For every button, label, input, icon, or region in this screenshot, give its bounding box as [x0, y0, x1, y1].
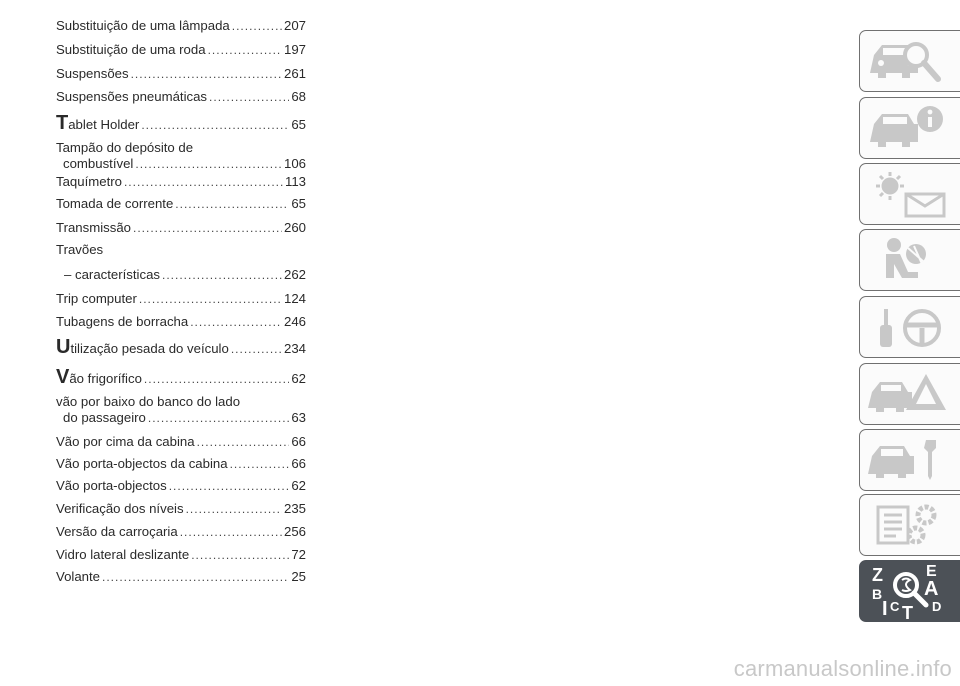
- tab-vehicle-info[interactable]: [859, 97, 960, 159]
- index-letter: Z: [872, 565, 883, 585]
- entry-title: Tampão do depósito de: [56, 140, 194, 155]
- entry-page[interactable]: 124: [283, 291, 306, 306]
- entry-title: Suspensões pneumáticas: [56, 89, 208, 104]
- index-letter: I: [882, 598, 888, 619]
- entry-title: Versão da carroçaria: [56, 524, 178, 539]
- entry-page[interactable]: 62: [291, 478, 306, 493]
- index-entry: [56, 314, 306, 330]
- entry-page[interactable]: 197: [283, 42, 306, 57]
- index-entry: [56, 291, 306, 307]
- entry-page[interactable]: 246: [283, 314, 306, 329]
- index-letter: C: [890, 599, 900, 614]
- entry-title: tilização pesada do veículo: [70, 341, 229, 356]
- index-entry: [56, 66, 306, 82]
- car-warning-icon: [868, 368, 954, 422]
- tab-technical-data[interactable]: [859, 494, 960, 556]
- index-entry: [56, 501, 306, 517]
- index-entry: [56, 140, 306, 172]
- tab-emergency[interactable]: [859, 363, 960, 425]
- entry-page[interactable]: 234: [283, 341, 306, 356]
- index-letter: E: [926, 563, 937, 580]
- entry-title: Taquímetro: [56, 174, 122, 189]
- section-letter: V: [56, 366, 70, 388]
- tab-starting-driving[interactable]: [859, 296, 960, 358]
- entry-title: – características: [64, 267, 161, 282]
- tab-safety[interactable]: [859, 229, 960, 291]
- entry-page[interactable]: 113: [284, 174, 306, 189]
- entry-title: Vão por cima da cabina: [56, 434, 195, 449]
- index-subentry: [56, 267, 306, 283]
- entry-title-continued: do passageiro: [63, 410, 146, 425]
- entry-title: ablet Holder: [68, 117, 140, 132]
- entry-page[interactable]: 63: [291, 410, 306, 425]
- entry-title: Substituição de uma lâmpada: [56, 18, 230, 33]
- entry-page[interactable]: 260: [283, 220, 306, 235]
- index-entry: [56, 220, 306, 236]
- entry-page[interactable]: 262: [283, 267, 306, 282]
- section-letter: U: [56, 336, 71, 358]
- warning-lights-icon: [868, 168, 954, 222]
- index-letter: A: [924, 578, 939, 600]
- section-letter: T: [56, 112, 69, 134]
- entry-page[interactable]: 72: [291, 547, 306, 562]
- index-letter: B: [872, 586, 883, 602]
- entry-title: Tomada de corrente: [56, 196, 174, 211]
- tab-vehicle-overview[interactable]: [859, 30, 960, 92]
- car-wrench-icon: [868, 434, 954, 488]
- entry-title: vão por baixo do banco do lado: [56, 394, 241, 409]
- alphabetical-index-icon: [868, 563, 954, 619]
- watermark: carmanualsonline.info: [733, 656, 952, 681]
- entry-page[interactable]: 68: [291, 89, 306, 104]
- entry-page[interactable]: 256: [283, 524, 306, 539]
- entry-title: Travões: [56, 242, 104, 257]
- entry-title: Vidro lateral deslizante: [56, 547, 190, 562]
- entry-page[interactable]: 62: [291, 371, 306, 386]
- entry-page[interactable]: 235: [283, 501, 306, 516]
- entry-title: Volante: [56, 569, 100, 584]
- entry-page[interactable]: 66: [291, 434, 306, 449]
- index-entry: [56, 524, 306, 540]
- chapter-tabs: [859, 0, 960, 686]
- specs-gears-icon: [868, 499, 954, 553]
- index-entry: [56, 18, 306, 34]
- tab-maintenance[interactable]: [859, 429, 960, 491]
- entry-title: Vão porta-objectos: [56, 478, 167, 493]
- key-steering-wheel-icon: [868, 301, 954, 355]
- index-entry: [56, 547, 306, 563]
- tab-alphabetical-index[interactable]: [859, 560, 960, 622]
- index-entry: [56, 174, 306, 190]
- entry-title: Vão porta-objectos da cabina: [56, 456, 228, 471]
- index-entry: [56, 569, 306, 585]
- index-entry: [56, 89, 306, 105]
- car-info-icon: [868, 102, 954, 156]
- entry-page[interactable]: 261: [283, 66, 306, 81]
- entry-title-continued: combustível: [63, 156, 134, 171]
- entry-page[interactable]: 65: [291, 117, 306, 132]
- index-entry: [56, 434, 306, 450]
- tab-warning-lights[interactable]: [859, 163, 960, 225]
- car-search-icon: [868, 35, 954, 89]
- index-letter: T: [902, 603, 913, 619]
- index-entry: [56, 336, 306, 358]
- index-entry: [56, 112, 306, 134]
- index-entry: [56, 456, 306, 472]
- airbag-seat-icon: [868, 234, 954, 288]
- entry-title: Substituição de uma roda: [56, 42, 206, 57]
- index-entry: [56, 196, 306, 212]
- index-entry: [56, 478, 306, 494]
- index-entry: [56, 42, 306, 58]
- index-entry: [56, 366, 306, 388]
- entry-page[interactable]: 106: [283, 156, 306, 171]
- entry-page[interactable]: 207: [283, 18, 306, 33]
- entry-page[interactable]: 65: [291, 196, 306, 211]
- entry-title: Suspensões: [56, 66, 129, 81]
- entry-title: Tubagens de borracha: [56, 314, 189, 329]
- entry-title: Trip computer: [56, 291, 137, 306]
- entry-page[interactable]: 66: [291, 456, 306, 471]
- index-entry: [56, 242, 306, 258]
- entry-title: Verificação dos níveis: [56, 501, 184, 516]
- entry-title: ão frigorífico: [69, 371, 142, 386]
- index-letter: D: [932, 599, 942, 614]
- index-entry: [56, 394, 306, 426]
- entry-title: Transmissão: [56, 220, 131, 235]
- entry-page[interactable]: 25: [291, 569, 306, 584]
